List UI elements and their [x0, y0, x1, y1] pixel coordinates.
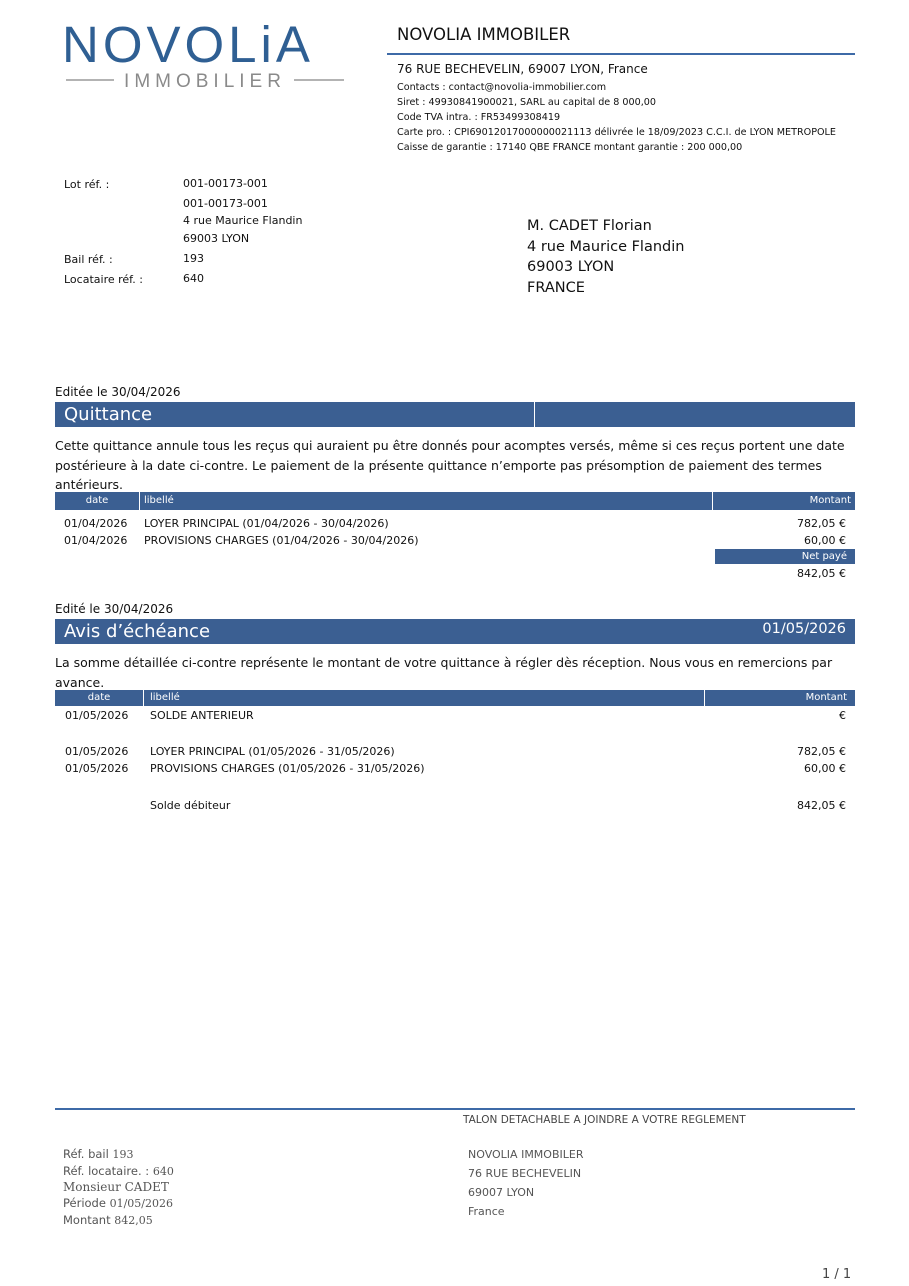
- quittance-text: Cette quittance annule tous les reçus qui auraient pu être donnés pour acomptes versés, même si ces reçus portent une date postérieure à la date ci-contre. Le paiement de la présente quittance n’emporte pas présomption de paiement des termes antérieurs.: [55, 438, 845, 492]
- table-row-montant: 60,00 €: [804, 534, 846, 547]
- talon-periode: [63, 1196, 173, 1210]
- agency-garantie: Caisse de garantie : 17140 QBE FRANCE montant garantie : 200 000,00: [397, 142, 743, 153]
- talon-rule: [55, 1108, 855, 1110]
- talon-tenant: [63, 1180, 169, 1194]
- lot-detail-3: 69003 LYON: [183, 232, 250, 245]
- logo-graphic: [62, 18, 347, 94]
- net-paye-label: Net payé: [801, 551, 847, 562]
- talon-periode-label: Période: [63, 1196, 106, 1210]
- table-row-date: 01/04/2026: [64, 517, 128, 530]
- table-row-date: 01/05/2026: [65, 709, 129, 722]
- lot-detail-2: 4 rue Maurice Flandin: [183, 214, 303, 227]
- locataire-ref-value: 640: [183, 272, 204, 285]
- col-montant-header: Montant: [809, 495, 851, 506]
- talon-agency-street: 76 RUE BECHEVELIN: [468, 1167, 582, 1180]
- lot-ref-label: Lot réf. :: [64, 178, 110, 191]
- talon-ref-bail-label: Réf. bail: [63, 1147, 109, 1161]
- talon-ref-bail: [63, 1147, 133, 1161]
- quittance-title: Quittance: [64, 404, 153, 425]
- bail-ref-value: 193: [183, 252, 204, 265]
- recipient-city: 69003 LYON: [527, 259, 615, 275]
- avis-title-bar: [55, 619, 855, 644]
- quittance-edited-date: Editée le 30/04/2026: [55, 385, 181, 399]
- col-date-header: date: [85, 495, 109, 506]
- agency-name: NOVOLIA IMMOBILER: [397, 25, 571, 44]
- bail-ref-label: Bail réf. :: [64, 253, 113, 266]
- agency-logo: [62, 18, 347, 94]
- table-row-montant: 60,00 €: [804, 762, 846, 775]
- agency-siret: Siret : 49930841900021, SARL au capital de 8 000,00: [397, 97, 656, 108]
- logo-subtitle: IMMOBILIER: [124, 71, 286, 92]
- net-paye-label-box: [715, 549, 855, 564]
- talon-agency-country: France: [468, 1205, 505, 1218]
- talon-montant-value: 842,05: [114, 1214, 153, 1227]
- recipient-name: M. CADET Florian: [527, 218, 652, 234]
- lot-detail-1: 001-00173-001: [183, 197, 268, 210]
- talon-ref-loc-value: 640: [152, 1165, 174, 1178]
- table-row-date: 01/05/2026: [65, 745, 129, 758]
- header-sep: [704, 690, 705, 706]
- avis-edited-date: Edité le 30/04/2026: [55, 602, 174, 616]
- table-row-montant: 782,05 €: [797, 517, 846, 530]
- logo-name: NOVOLiA: [62, 18, 314, 73]
- table-row-date: 01/05/2026: [65, 762, 129, 775]
- talon-agency-city: 69007 LYON: [468, 1186, 535, 1199]
- header-sep: [143, 690, 144, 706]
- table-row-date: 01/04/2026: [64, 534, 128, 547]
- col-libelle-header: libellé: [150, 692, 180, 703]
- recipient-street: 4 rue Maurice Flandin: [527, 238, 685, 255]
- table-row-libelle: PROVISIONS CHARGES (01/04/2026 - 30/04/2026): [144, 534, 419, 547]
- col-date-header: date: [87, 692, 111, 703]
- agency-carte: Carte pro. : CPI69012017000000021113 délivrée le 18/09/2023 C.C.I. de LYON METROPOLE: [397, 127, 836, 138]
- col-montant-header: Montant: [805, 692, 847, 703]
- table-row-libelle: SOLDE ANTERIEUR: [150, 709, 254, 722]
- lot-ref-value: 001-00173-001: [183, 177, 268, 190]
- avis-text: La somme détaillée ci-contre représente le montant de votre quittance à régler dès réception. Nous vous en remercions par avance.: [55, 655, 833, 690]
- agency-contacts: Contacts : contact@novolia-immobilier.com: [397, 82, 607, 93]
- table-row-libelle: LOYER PRINCIPAL (01/04/2026 - 30/04/2026): [144, 517, 389, 530]
- page-number: 1 / 1: [822, 1267, 852, 1282]
- talon-title: TALON DETACHABLE A JOINDRE A VOTRE REGLEMENT: [463, 1114, 746, 1126]
- table-row-libelle: LOYER PRINCIPAL (01/05/2026 - 31/05/2026): [150, 745, 395, 758]
- header-sep: [712, 492, 713, 510]
- recipient-country: FRANCE: [527, 279, 585, 296]
- quittance-table-header: [55, 492, 855, 510]
- recipient-address: [527, 216, 684, 298]
- talon-agency-name: NOVOLIA IMMOBILER: [468, 1148, 584, 1161]
- avis-due-date: 01/05/2026: [762, 621, 846, 637]
- header-sep: [139, 492, 140, 510]
- talon-tenant-name: Monsieur CADET: [63, 1180, 169, 1194]
- talon-agency-address: [468, 1145, 583, 1221]
- table-row-libelle: PROVISIONS CHARGES (01/05/2026 - 31/05/2026): [150, 762, 425, 775]
- table-row-montant: 782,05 €: [797, 745, 846, 758]
- talon-ref-bail-value: 193: [112, 1148, 134, 1161]
- avis-table-header: [55, 690, 855, 706]
- net-paye-value: 842,05 €: [797, 567, 846, 580]
- talon-montant: [63, 1213, 153, 1227]
- solde-debiteur-value: 842,05 €: [797, 799, 846, 812]
- title-bar-divider: [534, 402, 535, 427]
- col-libelle-header: libellé: [144, 495, 174, 506]
- quittance-title-bar: [55, 402, 855, 427]
- table-row-montant: €: [839, 709, 846, 722]
- avis-title: Avis d’échéance: [64, 621, 211, 642]
- locataire-ref-label: Locataire réf. :: [64, 273, 143, 286]
- agency-tva: Code TVA intra. : FR53499308419: [397, 112, 561, 123]
- talon-ref-locataire: [63, 1164, 174, 1178]
- header-rule: [387, 53, 855, 55]
- talon-ref-loc-label: Réf. locataire. :: [63, 1164, 150, 1178]
- talon-montant-label: Montant: [63, 1213, 111, 1227]
- agency-address: 76 RUE BECHEVELIN, 69007 LYON, France: [397, 62, 648, 76]
- talon-periode-value: 01/05/2026: [109, 1197, 173, 1210]
- solde-debiteur-label: Solde débiteur: [150, 799, 231, 812]
